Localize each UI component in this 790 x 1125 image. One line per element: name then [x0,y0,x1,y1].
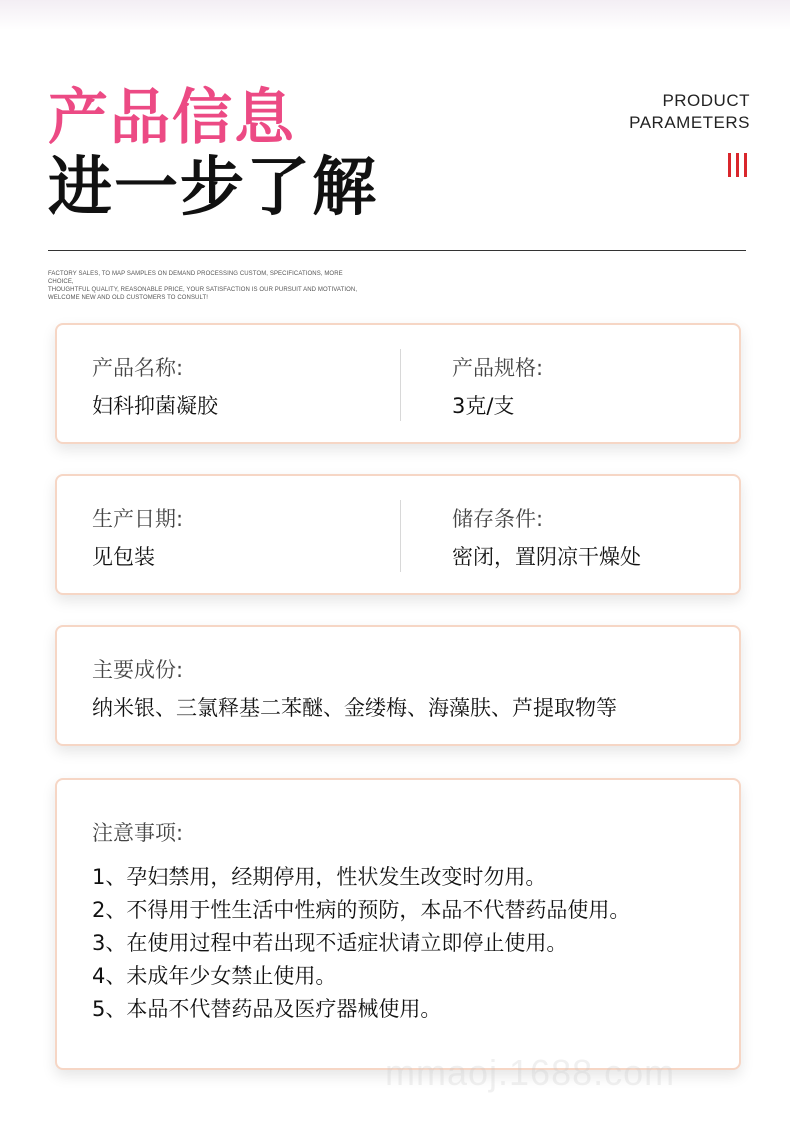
header-divider [48,250,746,251]
note-item: 1、孕妇禁用，经期停用，性状发生改变时勿用。 [92,865,547,889]
ingredients-card [55,625,741,746]
page-title-black: 进一步了解 [48,151,378,225]
triple-bar-icon [728,153,748,177]
english-title-line-2: PARAMETERS [629,113,750,132]
production-date-label: 生产日期: [92,507,184,531]
ingredients-label: 主要成份: [92,658,184,682]
ingredients-value: 纳米银、三氯释基二苯醚、金缕梅、海藻肤、芦提取物等 [92,696,617,720]
english-title-line-1: PRODUCT [662,91,750,110]
notes-label: 注意事项: [92,821,184,845]
watermark-text: mmaoj.1688.com [385,1052,676,1093]
page-title-pink: 产品信息 [48,83,296,153]
production-date-value: 见包装 [92,545,155,569]
production-info-card [55,474,741,595]
english-title [629,90,750,134]
storage-label: 储存条件: [452,507,544,531]
product-info-card [55,323,741,444]
storage-value: 密闭，置阴凉干燥处 [452,545,641,569]
small-print-text [48,270,368,302]
notes-card [55,778,741,1070]
note-item: 4、未成年少女禁止使用。 [92,964,337,988]
column-divider [400,500,401,572]
column-divider [400,349,401,421]
product-spec-label: 产品规格: [452,356,544,380]
note-item: 3、在使用过程中若出现不适症状请立即停止使用。 [92,931,568,955]
small-print-line-3: WELCOME NEW AND OLD CUSTOMERS TO CONSULT! [48,295,209,301]
note-item: 5、本品不代替药品及医疗器械使用。 [92,997,442,1021]
small-print-line-1: FACTORY SALES, TO MAP SAMPLES ON DEMAND PROCESSING CUSTOM, SPECIFICATIONS, MORE CHOICE, [48,271,343,285]
small-print-line-2: THOUGHTFUL QUALITY, REASONABLE PRICE, YOUR SATISFACTION IS OUR PURSUIT AND MOTIVATION, [48,287,358,293]
note-item: 2、不得用于性生活中性病的预防，本品不代替药品使用。 [92,898,631,922]
product-name-label: 产品名称: [92,356,184,380]
product-name-value: 妇科抑菌凝胶 [92,394,218,418]
top-background-strip [0,0,790,30]
product-spec-value: 3克/支 [452,394,515,418]
